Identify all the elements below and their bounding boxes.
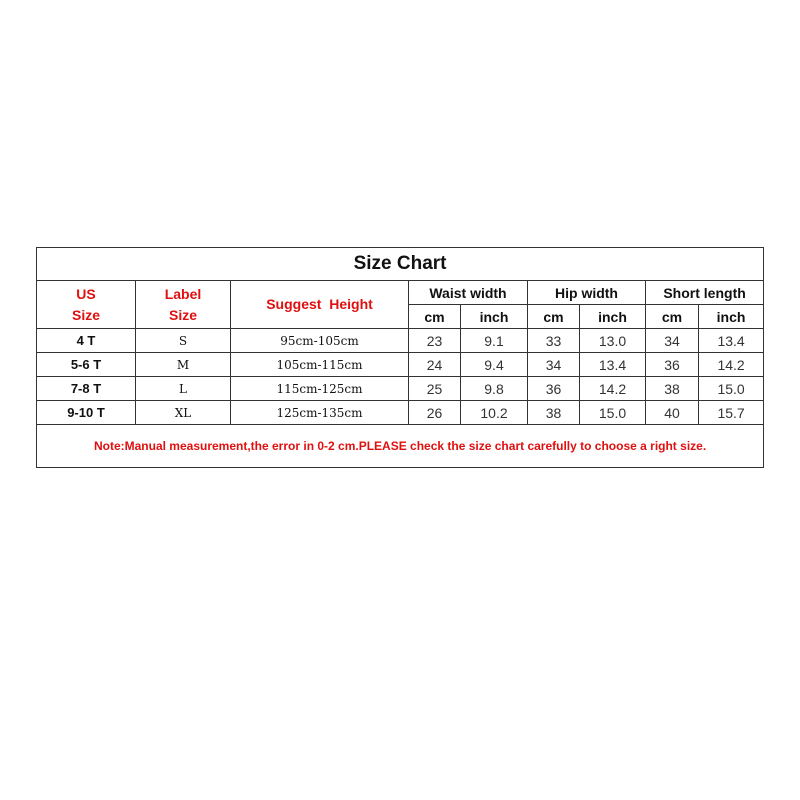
table-row [37, 353, 764, 377]
short-inch-cell: 14.2 [699, 353, 764, 377]
height-cell: 95cm-105cm [231, 329, 409, 353]
table-row [37, 401, 764, 425]
height-cell: 105cm-115cm [231, 353, 409, 377]
hip-cm-cell: 38 [528, 401, 580, 425]
height-cell: 125cm-135cm [231, 401, 409, 425]
short-cm-header: cm [646, 305, 699, 329]
short-inch-cell: 15.7 [699, 401, 764, 425]
waist-inch-cell: 9.8 [461, 377, 528, 401]
label-size-cell: L [136, 377, 231, 401]
measurement-note: Note:Manual measurement,the error in 0-2 cm.PLEASE check the size chart carefully to choose a right size. [37, 425, 764, 468]
hip-inch-cell: 13.4 [580, 353, 646, 377]
short-inch-header: inch [699, 305, 764, 329]
chart-title: Size Chart [37, 248, 764, 281]
waist-width-header: Waist width [409, 281, 528, 305]
short-length-header: Short length [646, 281, 764, 305]
waist-cm-cell: 26 [409, 401, 461, 425]
table-row [37, 329, 764, 353]
waist-cm-cell: 25 [409, 377, 461, 401]
us-size-header-line2: Size [71, 306, 100, 323]
us-size-cell: 5-6 T [37, 353, 136, 377]
hip-cm-header: cm [528, 305, 580, 329]
short-cm-cell: 36 [646, 353, 699, 377]
us-size-header-line1: US [76, 285, 96, 302]
hip-inch-cell: 14.2 [580, 377, 646, 401]
us-size-cell: 7-8 T [37, 377, 136, 401]
waist-inch-cell: 9.1 [461, 329, 528, 353]
suggest-height-header: Suggest Height [231, 281, 409, 329]
waist-inch-header: inch [461, 305, 528, 329]
table-row [37, 377, 764, 401]
hip-width-header: Hip width [528, 281, 646, 305]
label-size-header-line2: Size [168, 306, 197, 323]
label-size-header [136, 281, 231, 329]
height-cell: 115cm-125cm [231, 377, 409, 401]
short-inch-cell: 15.0 [699, 377, 764, 401]
short-cm-cell: 38 [646, 377, 699, 401]
waist-cm-header: cm [409, 305, 461, 329]
short-cm-cell: 34 [646, 329, 699, 353]
us-size-cell: 4 T [37, 329, 136, 353]
label-size-cell: XL [136, 401, 231, 425]
us-size-cell: 9-10 T [37, 401, 136, 425]
waist-inch-cell: 9.4 [461, 353, 528, 377]
hip-inch-header: inch [580, 305, 646, 329]
label-size-header-line1: Label [164, 285, 202, 302]
short-inch-cell: 13.4 [699, 329, 764, 353]
size-chart-table [36, 247, 764, 468]
waist-inch-cell: 10.2 [461, 401, 528, 425]
hip-inch-cell: 15.0 [580, 401, 646, 425]
waist-cm-cell: 23 [409, 329, 461, 353]
waist-cm-cell: 24 [409, 353, 461, 377]
hip-cm-cell: 36 [528, 377, 580, 401]
hip-cm-cell: 34 [528, 353, 580, 377]
us-size-header [37, 281, 136, 329]
hip-cm-cell: 33 [528, 329, 580, 353]
short-cm-cell: 40 [646, 401, 699, 425]
label-size-cell: M [136, 353, 231, 377]
hip-inch-cell: 13.0 [580, 329, 646, 353]
size-chart-container [36, 247, 763, 468]
label-size-cell: S [136, 329, 231, 353]
